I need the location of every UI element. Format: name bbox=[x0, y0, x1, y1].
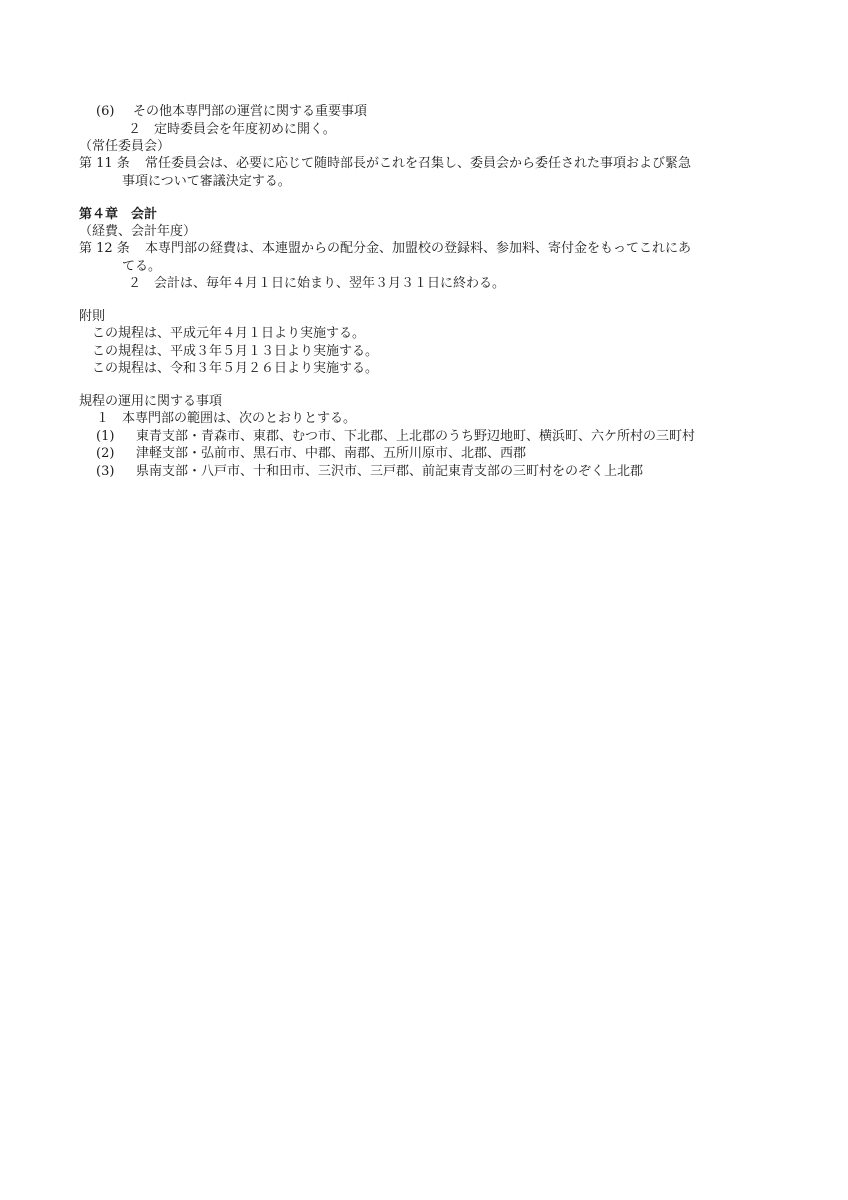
supplementary-line-3: この規程は、令和３年５月２６日より実施する。 bbox=[92, 361, 379, 376]
supplementary-line-2: この規程は、平成３年５月１３日より実施する。 bbox=[92, 344, 379, 359]
branch-1-number: (1) bbox=[96, 429, 115, 444]
branch-3-number: (3) bbox=[96, 464, 115, 479]
operation-item-1-number: １ bbox=[96, 411, 110, 426]
article-11-text-line2: 事項について審議決定する。 bbox=[122, 174, 291, 189]
item-6-text: その他本専門部の運営に関する重要事項 bbox=[133, 104, 368, 119]
article-12-paragraph-2-number: ２ bbox=[128, 276, 142, 291]
article-12-label: 第 12 条 bbox=[79, 241, 130, 256]
article-11-caption: （常任委員会） bbox=[79, 139, 171, 154]
branch-2-text: 津軽支部・弘前市、黒石市、中郡、南郡、五所川原市、北郡、西郡 bbox=[136, 446, 527, 461]
branch-2-number: (2) bbox=[96, 446, 115, 461]
supplementary-heading: 附則 bbox=[79, 309, 106, 324]
paragraph-2-number: ２ bbox=[128, 122, 142, 137]
article-11-label: 第 11 条 bbox=[79, 156, 130, 171]
supplementary-line-1: この規程は、平成元年４月１日より実施する。 bbox=[92, 326, 366, 341]
paragraph-2-text: 定時委員会を年度初めに開く。 bbox=[154, 122, 336, 137]
article-12-text-line1: 本専門部の経費は、本連盟からの配分金、加盟校の登録料、参加料、寄付金をもってこれにあ bbox=[145, 241, 692, 256]
article-12-paragraph-2-text: 会計は、毎年４月１日に始まり、翌年３月３１日に終わる。 bbox=[154, 276, 506, 291]
article-12-text-line2: てる。 bbox=[122, 259, 162, 274]
item-6-number: (6) bbox=[96, 104, 115, 119]
operation-item-1-text: 本専門部の範囲は、次のとおりとする。 bbox=[122, 411, 357, 426]
article-12-caption: （経費、会計年度） bbox=[79, 224, 197, 239]
chapter-4-heading: 第４章 会計 bbox=[79, 207, 158, 222]
branch-1-text: 東青支部・青森市、東郡、むつ市、下北郡、上北郡のうち野辺地町、横浜町、六ケ所村の三町村 bbox=[136, 429, 696, 444]
operation-heading: 規程の運用に関する事項 bbox=[79, 394, 223, 409]
article-11-text-line1: 常任委員会は、必要に応じて随時部長がこれを召集し、委員会から委任された事項および緊急 bbox=[145, 156, 692, 171]
branch-3-text: 県南支部・八戸市、十和田市、三沢市、三戸郡、前記東青支部の三町村をのぞく上北郡 bbox=[136, 464, 644, 479]
